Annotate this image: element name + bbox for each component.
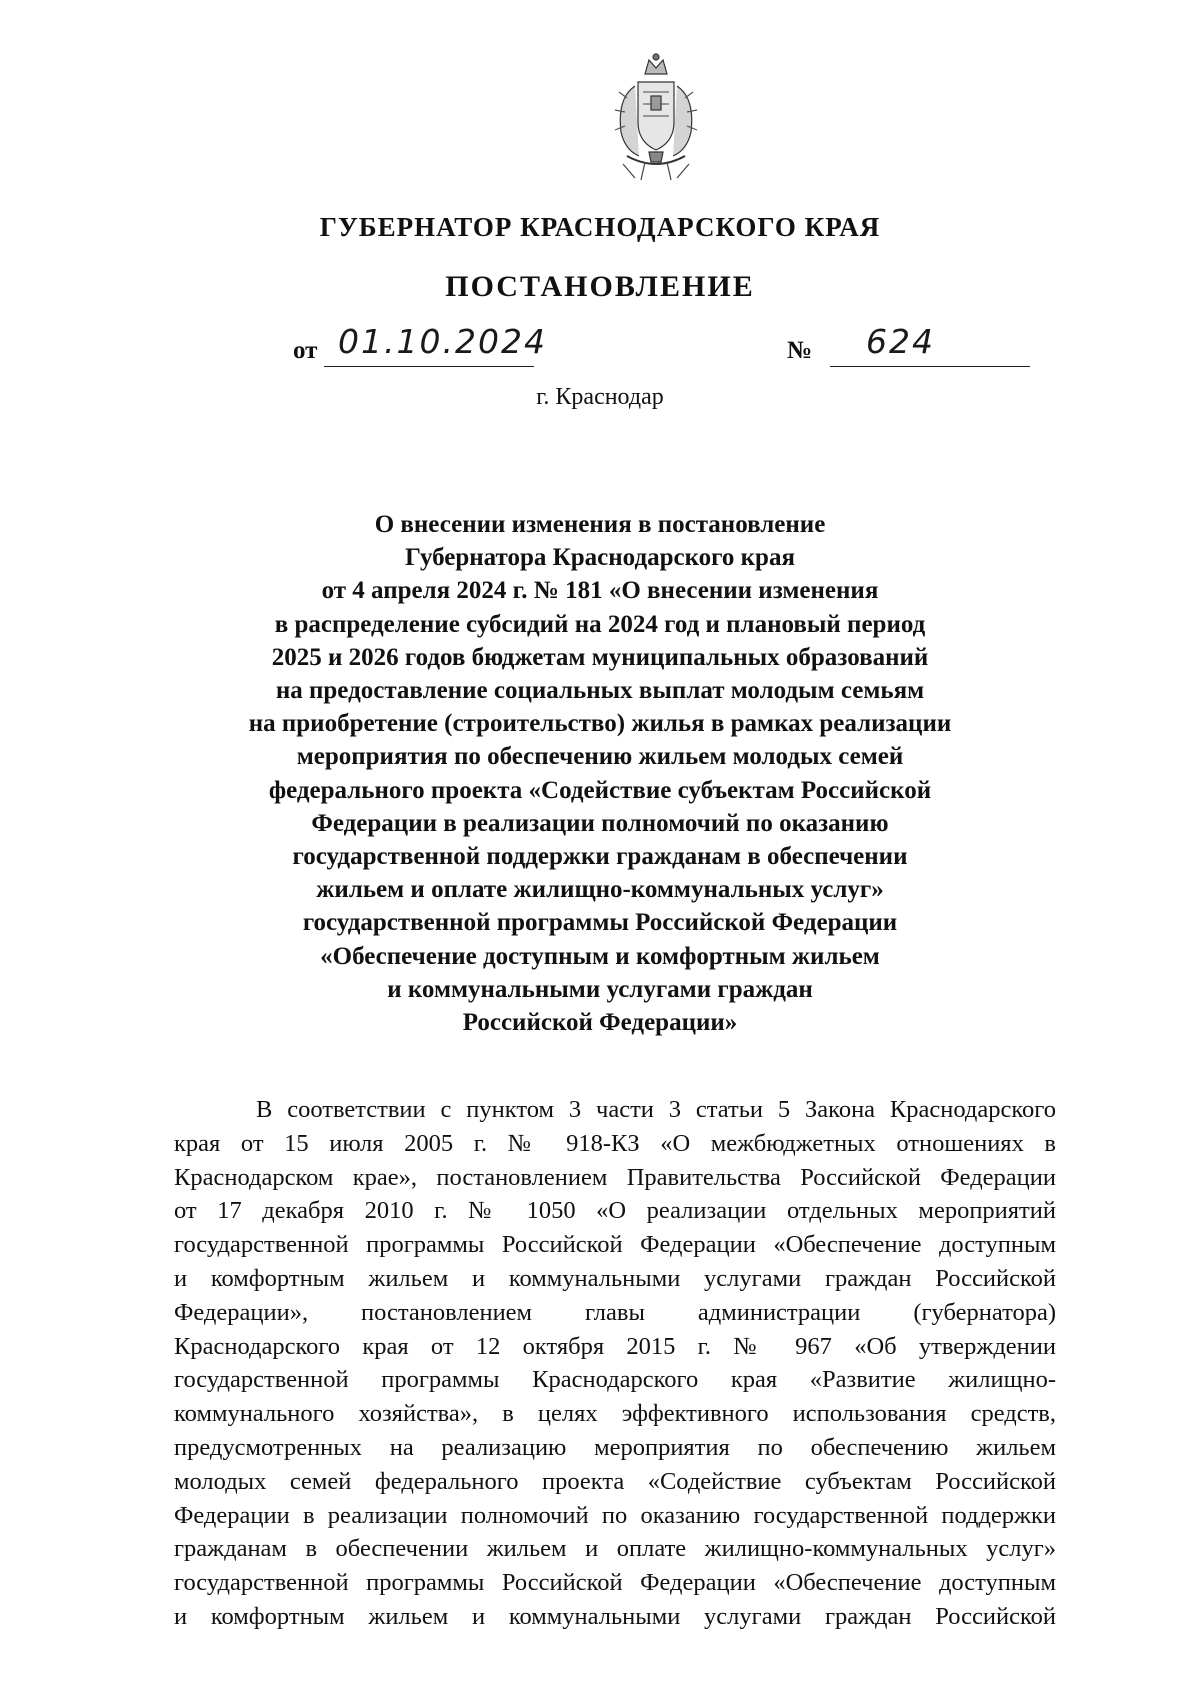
document-title <box>220 508 980 1039</box>
body-line: предусмотренных на реализацию мероприятия по обеспечению жильем <box>174 1433 1056 1461</box>
title-line: Российской Федерации» <box>462 1009 738 1037</box>
document-type: ПОСТАНОВЛЕНИЕ <box>445 270 755 303</box>
body-line: коммунального хозяйства», в целях эффективного использования средств, <box>174 1400 1056 1428</box>
number-label: № <box>787 337 813 364</box>
date-label: от <box>293 337 318 364</box>
title-line: О внесении изменения в постановление <box>374 511 826 538</box>
body-line: молодых семей федерального проекта «Содействие субъектам Российской <box>174 1467 1056 1495</box>
body-line: от 17 декабря 2010 г. № 1050 «О реализации отдельных мероприятий <box>174 1197 1056 1225</box>
title-line: от 4 апреля 2024 г. № 181 «О внесении изменения <box>321 577 879 605</box>
title-line: на приобретение (строительство) жилья в рамках реализации <box>248 710 952 738</box>
title-line: 2025 и 2026 годов бюджетам муниципальных образований <box>271 643 929 671</box>
body-line: Краснодарского края от 12 октября 2015 г. № 967 «Об утверждении <box>174 1332 1056 1360</box>
body-line: и комфортным жильем и коммунальными услугами граждан Российской <box>174 1602 1056 1630</box>
title-line: государственной программы Российской Федерации <box>302 909 898 937</box>
body-line: государственной программы Российской Федерации «Обеспечение доступным <box>174 1569 1056 1597</box>
title-line: и коммунальными услугами граждан <box>387 975 813 1003</box>
body-line: государственной программы Краснодарского края «Развитие жилищно- <box>174 1366 1056 1394</box>
document-date: 01.10.2024 <box>338 322 547 361</box>
title-line: «Обеспечение доступным и комфортным жильем <box>320 942 880 970</box>
coat-of-arms-emblem <box>605 52 707 182</box>
issue-city: г. Краснодар <box>536 384 664 410</box>
body-line: Федерации», постановлением главы администрации (губернатора) <box>174 1298 1056 1326</box>
title-line: Губернатора Краснодарского края <box>404 544 795 572</box>
body-paragraph <box>174 1093 1056 1634</box>
title-line: жильем и оплате жилищно-коммунальных услуг» <box>316 876 884 904</box>
title-line: федерального проекта «Содействие субъектам Российской <box>268 776 932 804</box>
title-line: Федерации в реализации полномочий по оказанию <box>311 809 889 837</box>
body-line: и комфортным жильем и коммунальными услугами граждан Российской <box>174 1264 1056 1292</box>
title-line: мероприятия по обеспечению жильем молодых семей <box>296 743 904 771</box>
title-line: на предоставление социальных выплат молодым семьям <box>275 677 925 705</box>
body-line: Краснодарском крае», постановлением Правительства Российской Федерации <box>174 1163 1056 1191</box>
title-line: государственной поддержки гражданам в обеспечении <box>292 843 908 871</box>
body-line: Федерации в реализации полномочий по оказанию государственной поддержки <box>174 1501 1056 1529</box>
title-line: в распределение субсидий на 2024 год и плановый период <box>274 610 926 638</box>
body-line: гражданам в обеспечении жильем и оплате жилищно-коммунальных услуг» <box>174 1535 1056 1563</box>
body-line: государственной программы Российской Федерации «Обеспечение доступным <box>174 1231 1056 1259</box>
body-line: края от 15 июля 2005 г. № 918-КЗ «О межбюджетных отношениях в <box>174 1129 1056 1157</box>
body-line: В соответствии с пунктом 3 части 3 статьи 5 Закона Краснодарского <box>256 1096 1056 1123</box>
document-number: 624 <box>866 322 935 361</box>
issuing-authority: ГУБЕРНАТОР КРАСНОДАРСКОГО КРАЯ <box>319 212 881 242</box>
